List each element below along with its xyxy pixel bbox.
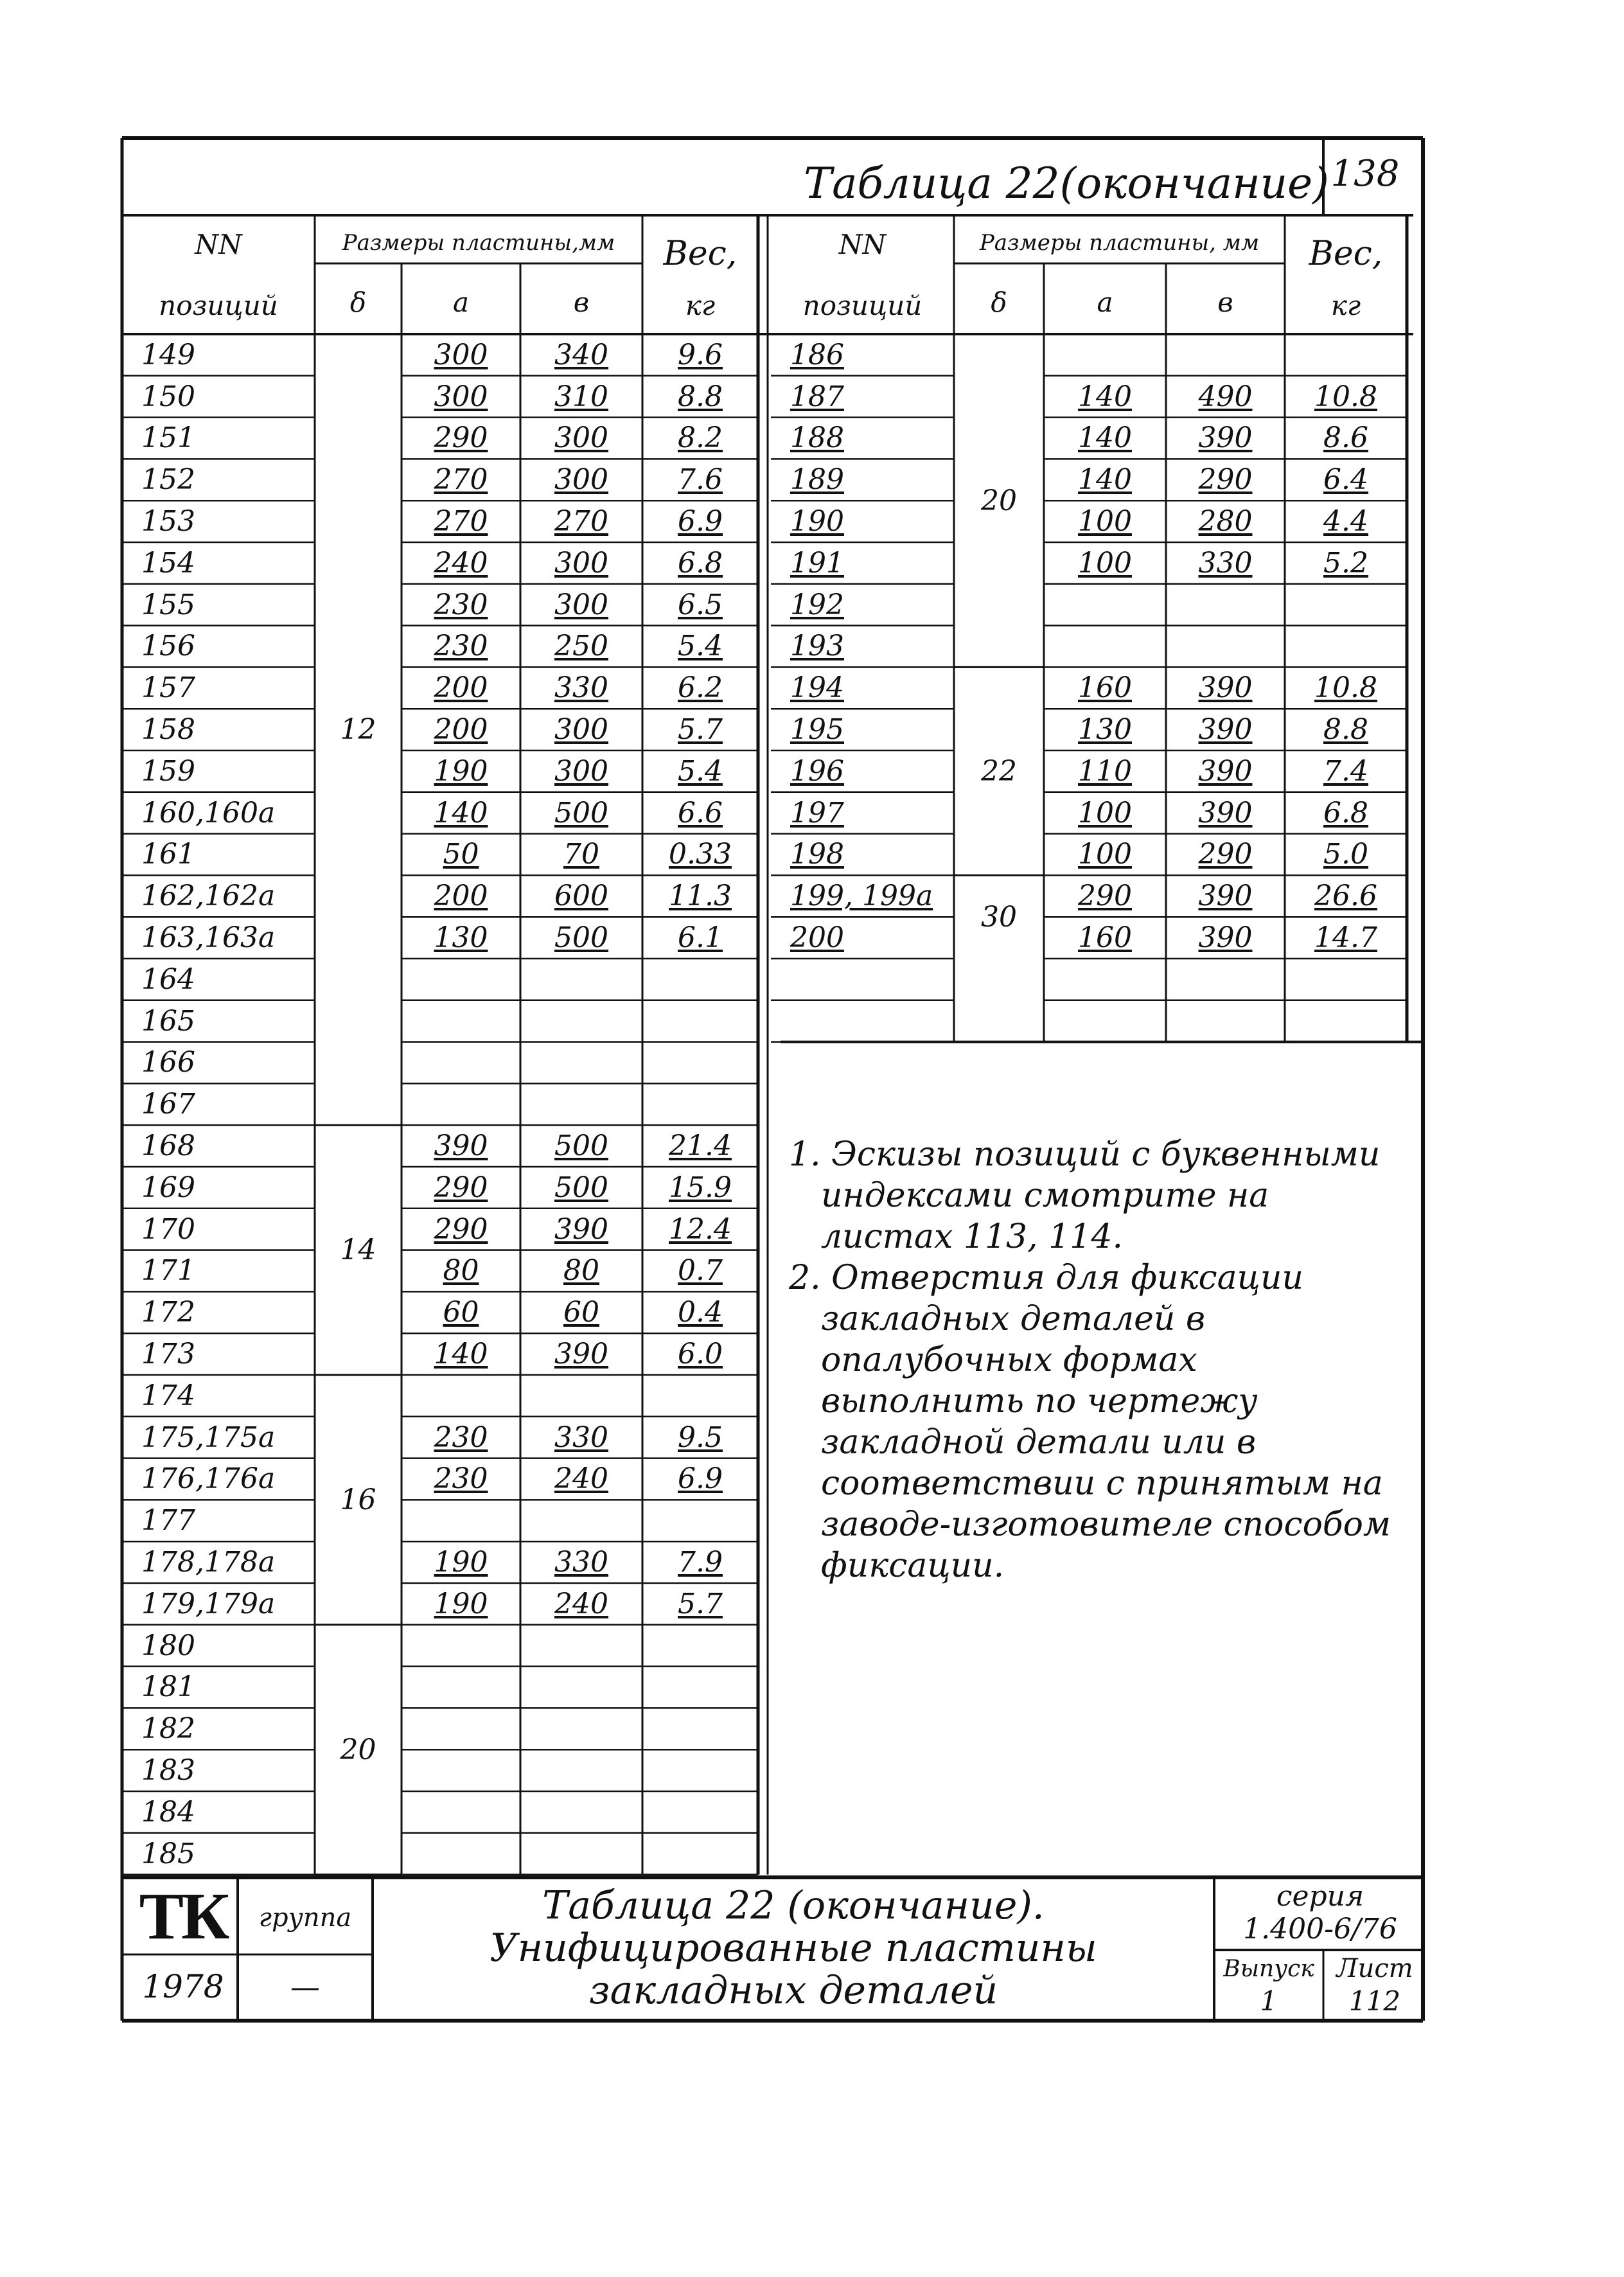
- size-b-cell: 390: [554, 1212, 608, 1246]
- title-line-2: Унифицированные пластины: [490, 1926, 1097, 1971]
- position-cell: 200: [790, 921, 844, 955]
- col-sizes-group: Размеры пластины,мм: [342, 229, 615, 256]
- size-a-cell: [1044, 1000, 1166, 1042]
- position-cell: 186: [790, 338, 844, 371]
- title-line-3: закладных деталей: [588, 1968, 998, 2013]
- table-title: Таблица 22(окончание): [804, 158, 1329, 208]
- weight-cell: 10.8: [1314, 380, 1377, 413]
- weight-cell: 5.4: [678, 630, 723, 663]
- size-b-cell: [520, 1708, 642, 1750]
- weight-cell: 0.33: [669, 838, 732, 871]
- size-a-cell: 60: [443, 1296, 479, 1329]
- note-1: 1. Эскизы позиций с буквенными индексами смотрите на листах 113, 114.: [789, 1135, 1381, 1256]
- size-a-cell: [1044, 584, 1166, 626]
- size-a-cell: 130: [434, 921, 488, 955]
- size-b-cell: 60: [563, 1296, 599, 1329]
- size-b-cell: 390: [1198, 713, 1253, 747]
- size-a-cell: 100: [1078, 838, 1132, 871]
- col-delta-right: δ: [991, 286, 1007, 318]
- size-a-cell: [402, 1667, 520, 1708]
- position-cell: 149: [141, 338, 195, 371]
- weight-cell: [642, 1000, 758, 1042]
- position-cell: 190: [790, 505, 844, 538]
- size-b-cell: 500: [554, 796, 608, 829]
- position-cell: 181: [141, 1670, 195, 1704]
- weight-cell: 0.7: [678, 1254, 723, 1288]
- weight-cell: [642, 959, 758, 1000]
- position-cell: 191: [790, 546, 844, 580]
- weight-cell: [1285, 626, 1407, 668]
- weight-cell: 5.2: [1323, 546, 1368, 580]
- size-b-cell: 390: [1198, 671, 1253, 705]
- size-b-cell: [520, 1750, 642, 1791]
- weight-cell: 14.7: [1314, 921, 1377, 955]
- delta-group-cell: 16: [340, 1483, 376, 1516]
- weight-cell: 6.2: [678, 671, 723, 705]
- size-b-cell: 390: [554, 1338, 608, 1371]
- size-a-cell: 240: [434, 546, 488, 580]
- size-b-cell: [520, 1667, 642, 1708]
- position-cell: 194: [790, 671, 844, 705]
- size-b-cell: [520, 1833, 642, 1875]
- weight-cell: [642, 1750, 758, 1791]
- size-a-cell: 100: [1078, 796, 1132, 829]
- weight-cell: 8.2: [678, 421, 723, 455]
- position-cell: [771, 1000, 954, 1042]
- weight-cell: [642, 1667, 758, 1708]
- size-a-cell: [402, 1750, 520, 1791]
- weight-cell: 8.6: [1323, 421, 1368, 455]
- notes-block: [789, 1134, 1406, 1586]
- size-a-cell: 230: [434, 588, 488, 621]
- size-a-cell: 140: [1078, 421, 1132, 455]
- position-cell: 156: [141, 630, 195, 663]
- size-a-cell: [402, 1833, 520, 1875]
- size-a-cell: [402, 1000, 520, 1042]
- issue-value: 1: [1260, 1985, 1278, 2017]
- position-cell: 161: [141, 838, 195, 871]
- size-b-cell: 390: [1198, 421, 1253, 455]
- position-cell: 176,176a: [141, 1462, 276, 1496]
- weight-cell: [642, 1042, 758, 1084]
- position-cell: 171: [141, 1254, 195, 1288]
- size-a-cell: [402, 959, 520, 1000]
- size-b-cell: 390: [1198, 796, 1253, 829]
- position-cell: 151: [141, 421, 195, 455]
- size-a-cell: [1044, 626, 1166, 668]
- size-a-cell: 160: [1078, 671, 1132, 705]
- position-cell: 163,163a: [141, 921, 276, 955]
- size-a-cell: 300: [434, 380, 488, 413]
- tk-logo: ТК: [139, 1879, 227, 1953]
- position-cell: 175,175a: [141, 1421, 276, 1454]
- weight-cell: 12.4: [669, 1212, 732, 1246]
- weight-cell: [642, 1625, 758, 1667]
- size-a-cell: 300: [434, 338, 488, 371]
- position-cell: 160,160a: [141, 796, 276, 829]
- size-a-cell: 160: [1078, 921, 1132, 955]
- weight-cell: [642, 1083, 758, 1125]
- size-a-cell: [1044, 334, 1166, 376]
- position-cell: 169: [141, 1171, 195, 1204]
- size-a-cell: [402, 1375, 520, 1417]
- issue-label: Выпуск: [1223, 1955, 1314, 1982]
- weight-cell: [1285, 584, 1407, 626]
- position-cell: 166: [141, 1046, 195, 1079]
- position-cell: 183: [141, 1754, 195, 1787]
- size-b-cell: [1166, 1000, 1285, 1042]
- group-label: группа: [258, 1903, 352, 1933]
- size-a-cell: [402, 1500, 520, 1541]
- weight-cell: 26.6: [1314, 880, 1377, 913]
- size-b-cell: [1166, 334, 1285, 376]
- weight-cell: [642, 1708, 758, 1750]
- position-cell: 193: [790, 630, 844, 663]
- size-a-cell: 200: [434, 713, 488, 747]
- size-a-cell: 140: [1078, 463, 1132, 497]
- position-cell: 153: [141, 505, 195, 538]
- weight-cell: 6.9: [678, 505, 723, 538]
- size-a-cell: 140: [434, 1338, 488, 1371]
- position-cell: 172: [141, 1296, 195, 1329]
- weight-cell: 5.7: [678, 713, 723, 747]
- delta-group-cell: 20: [981, 484, 1017, 517]
- col-a-right: a: [1097, 286, 1113, 318]
- page-number: 138: [1330, 152, 1400, 195]
- size-b-cell: [520, 1042, 642, 1084]
- weight-cell: [642, 1791, 758, 1833]
- position-cell: 168: [141, 1130, 195, 1163]
- size-b-cell: 500: [554, 1171, 608, 1204]
- position-cell: 170: [141, 1212, 195, 1246]
- delta-group-cell: 30: [981, 900, 1017, 934]
- weight-cell: 11.3: [669, 880, 732, 913]
- position-cell: 187: [790, 380, 844, 413]
- size-b-cell: [1166, 626, 1285, 668]
- position-cell: 177: [141, 1504, 195, 1537]
- weight-cell: 6.8: [1323, 796, 1368, 829]
- delta-group-cell: 14: [340, 1234, 376, 1267]
- series-label: серия: [1276, 1879, 1364, 1913]
- weight-cell: 9.5: [678, 1421, 723, 1454]
- weight-cell: 5.4: [678, 754, 723, 788]
- size-a-cell: [402, 1042, 520, 1084]
- weight-cell: 5.7: [678, 1587, 723, 1620]
- size-b-cell: 500: [554, 1130, 608, 1163]
- title-line-1: Таблица 22 (окончание).: [542, 1883, 1045, 1928]
- size-b-cell: 300: [554, 754, 608, 788]
- size-a-cell: 270: [434, 463, 488, 497]
- size-a-cell: 270: [434, 505, 488, 538]
- col-weight-top-right: Вес,: [1309, 235, 1383, 273]
- size-b-cell: 280: [1198, 505, 1253, 538]
- position-cell: 182: [141, 1712, 195, 1746]
- size-b-cell: [520, 1791, 642, 1833]
- size-a-cell: [402, 1083, 520, 1125]
- position-cell: 198: [790, 838, 844, 871]
- position-cell: 174: [141, 1379, 195, 1412]
- size-b-cell: 330: [554, 1421, 608, 1454]
- position-cell: 189: [790, 463, 844, 497]
- position-cell: 184: [141, 1795, 195, 1829]
- size-b-cell: [520, 959, 642, 1000]
- size-b-cell: 390: [1198, 921, 1253, 955]
- position-cell: 199, 199a: [790, 880, 933, 913]
- size-a-cell: 190: [434, 1546, 488, 1579]
- position-cell: 164: [141, 962, 195, 996]
- position-cell: 157: [141, 671, 195, 705]
- position-cell: 158: [141, 713, 195, 747]
- size-a-cell: 190: [434, 754, 488, 788]
- size-b-cell: [1166, 959, 1285, 1000]
- note-2: 2. Отверстия для фиксации закладных деталей в опалубочных формах выполнить по чертежу закладной детали или в соответствии с принятым на заводе-изготовителе способом фиксации.: [789, 1259, 1391, 1585]
- position-cell: 180: [141, 1629, 195, 1662]
- size-b-cell: [520, 1625, 642, 1667]
- size-b-cell: 330: [1198, 546, 1253, 580]
- col-sizes-group-right: Размеры пластины, мм: [979, 229, 1260, 256]
- position-cell: 173: [141, 1338, 195, 1371]
- col-b-right: в: [1217, 286, 1233, 318]
- size-a-cell: 140: [1078, 380, 1132, 413]
- position-cell: [771, 959, 954, 1000]
- position-cell: 195: [790, 713, 844, 747]
- size-a-cell: 130: [1078, 713, 1132, 747]
- size-a-cell: 100: [1078, 546, 1132, 580]
- col-weight-top: Вес,: [663, 235, 737, 273]
- size-a-cell: 100: [1078, 505, 1132, 538]
- size-b-cell: 70: [563, 838, 599, 871]
- size-b-cell: [520, 1083, 642, 1125]
- col-positions-bottom: позиций: [159, 289, 278, 321]
- weight-cell: 0.4: [678, 1296, 723, 1329]
- position-cell: 197: [790, 796, 844, 829]
- position-cell: 192: [790, 588, 844, 621]
- size-b-cell: 600: [554, 880, 608, 913]
- size-b-cell: 240: [554, 1587, 608, 1620]
- size-b-cell: 240: [554, 1462, 608, 1496]
- size-a-cell: 290: [434, 1212, 488, 1246]
- position-cell: 152: [141, 463, 195, 497]
- col-a: a: [452, 286, 470, 318]
- size-b-cell: 500: [554, 921, 608, 955]
- position-cell: 154: [141, 546, 195, 580]
- size-b-cell: [520, 1000, 642, 1042]
- position-cell: 167: [141, 1088, 195, 1121]
- size-a-cell: 290: [434, 421, 488, 455]
- col-positions-top: NN: [195, 228, 242, 260]
- size-b-cell: 270: [554, 505, 608, 538]
- group-value: —: [290, 1969, 320, 2004]
- size-a-cell: 390: [434, 1130, 488, 1163]
- size-b-cell: 80: [563, 1254, 599, 1288]
- size-a-cell: 230: [434, 1462, 488, 1496]
- weight-cell: 6.6: [678, 796, 723, 829]
- size-b-cell: 300: [554, 421, 608, 455]
- weight-cell: 10.8: [1314, 671, 1377, 705]
- weight-cell: 6.1: [678, 921, 723, 955]
- weight-cell: 6.0: [678, 1338, 723, 1371]
- weight-cell: [642, 1833, 758, 1875]
- size-b-cell: 340: [554, 338, 608, 371]
- drawing-title: [373, 1877, 1214, 2019]
- size-a-cell: 80: [443, 1254, 479, 1288]
- weight-cell: 21.4: [669, 1130, 732, 1163]
- weight-cell: [642, 1500, 758, 1541]
- weight-cell: 5.0: [1323, 838, 1368, 871]
- size-a-cell: 110: [1078, 754, 1132, 788]
- weight-cell: [642, 1375, 758, 1417]
- size-a-cell: 290: [1078, 880, 1132, 913]
- weight-cell: 6.5: [678, 588, 723, 621]
- position-cell: 185: [141, 1837, 195, 1870]
- size-b-cell: 300: [554, 546, 608, 580]
- size-b-cell: 490: [1198, 380, 1253, 413]
- weight-cell: 9.6: [678, 338, 723, 371]
- size-b-cell: 390: [1198, 880, 1253, 913]
- size-b-cell: [520, 1375, 642, 1417]
- size-b-cell: 330: [554, 1546, 608, 1579]
- weight-cell: 4.4: [1323, 505, 1368, 538]
- size-a-cell: [1044, 959, 1166, 1000]
- size-b-cell: 330: [554, 671, 608, 705]
- size-a-cell: [402, 1708, 520, 1750]
- col-delta: δ: [349, 286, 367, 318]
- size-a-cell: 290: [434, 1171, 488, 1204]
- weight-cell: [1285, 959, 1407, 1000]
- sheet-value: 112: [1348, 1985, 1401, 2017]
- size-a-cell: 230: [434, 1421, 488, 1454]
- col-weight-bottom-right: кг: [1330, 289, 1361, 321]
- weight-cell: 15.9: [669, 1171, 732, 1204]
- size-b-cell: [1166, 584, 1285, 626]
- size-b-cell: [520, 1500, 642, 1541]
- weight-cell: 7.6: [678, 463, 723, 497]
- size-b-cell: 250: [554, 630, 608, 663]
- position-cell: 162,162a: [141, 880, 276, 913]
- col-positions-top-right: NN: [838, 228, 887, 260]
- size-a-cell: [402, 1791, 520, 1833]
- size-b-cell: 310: [554, 380, 608, 413]
- delta-group-cell: 20: [340, 1733, 376, 1766]
- delta-group-cell: 22: [981, 754, 1017, 788]
- size-b-cell: 300: [554, 463, 608, 497]
- col-positions-bottom-right: позиций: [802, 289, 922, 321]
- size-a-cell: 200: [434, 671, 488, 705]
- year: 1978: [142, 1968, 224, 2005]
- position-cell: 150: [141, 380, 195, 413]
- weight-cell: 8.8: [1323, 713, 1368, 747]
- series-value: 1.400-6/76: [1243, 1913, 1397, 1945]
- weight-cell: 6.8: [678, 546, 723, 580]
- position-cell: 159: [141, 754, 195, 788]
- weight-cell: 7.9: [678, 1546, 723, 1579]
- col-weight-bottom: кг: [685, 289, 716, 321]
- position-cell: 155: [141, 588, 195, 621]
- size-a-cell: 190: [434, 1587, 488, 1620]
- size-a-cell: [402, 1625, 520, 1667]
- weight-cell: 7.4: [1323, 754, 1368, 788]
- size-b-cell: 290: [1198, 463, 1253, 497]
- weight-cell: 8.8: [678, 380, 723, 413]
- sheet-label: Лист: [1336, 1954, 1413, 1983]
- size-b-cell: 290: [1198, 838, 1253, 871]
- size-a-cell: 50: [443, 838, 479, 871]
- weight-cell: [1285, 1000, 1407, 1042]
- size-a-cell: 230: [434, 630, 488, 663]
- position-cell: 179,179a: [141, 1587, 276, 1620]
- position-cell: 196: [790, 754, 844, 788]
- delta-group-cell: 12: [340, 713, 376, 747]
- size-b-cell: 300: [554, 588, 608, 621]
- weight-cell: 6.4: [1323, 463, 1368, 497]
- size-b-cell: 300: [554, 713, 608, 747]
- size-a-cell: 200: [434, 880, 488, 913]
- size-a-cell: 140: [434, 796, 488, 829]
- weight-cell: 6.9: [678, 1462, 723, 1496]
- weight-cell: [1285, 334, 1407, 376]
- position-cell: 188: [790, 421, 844, 455]
- position-cell: 165: [141, 1004, 195, 1038]
- col-b: в: [573, 286, 590, 318]
- size-b-cell: 390: [1198, 754, 1253, 788]
- position-cell: 178,178a: [141, 1546, 276, 1579]
